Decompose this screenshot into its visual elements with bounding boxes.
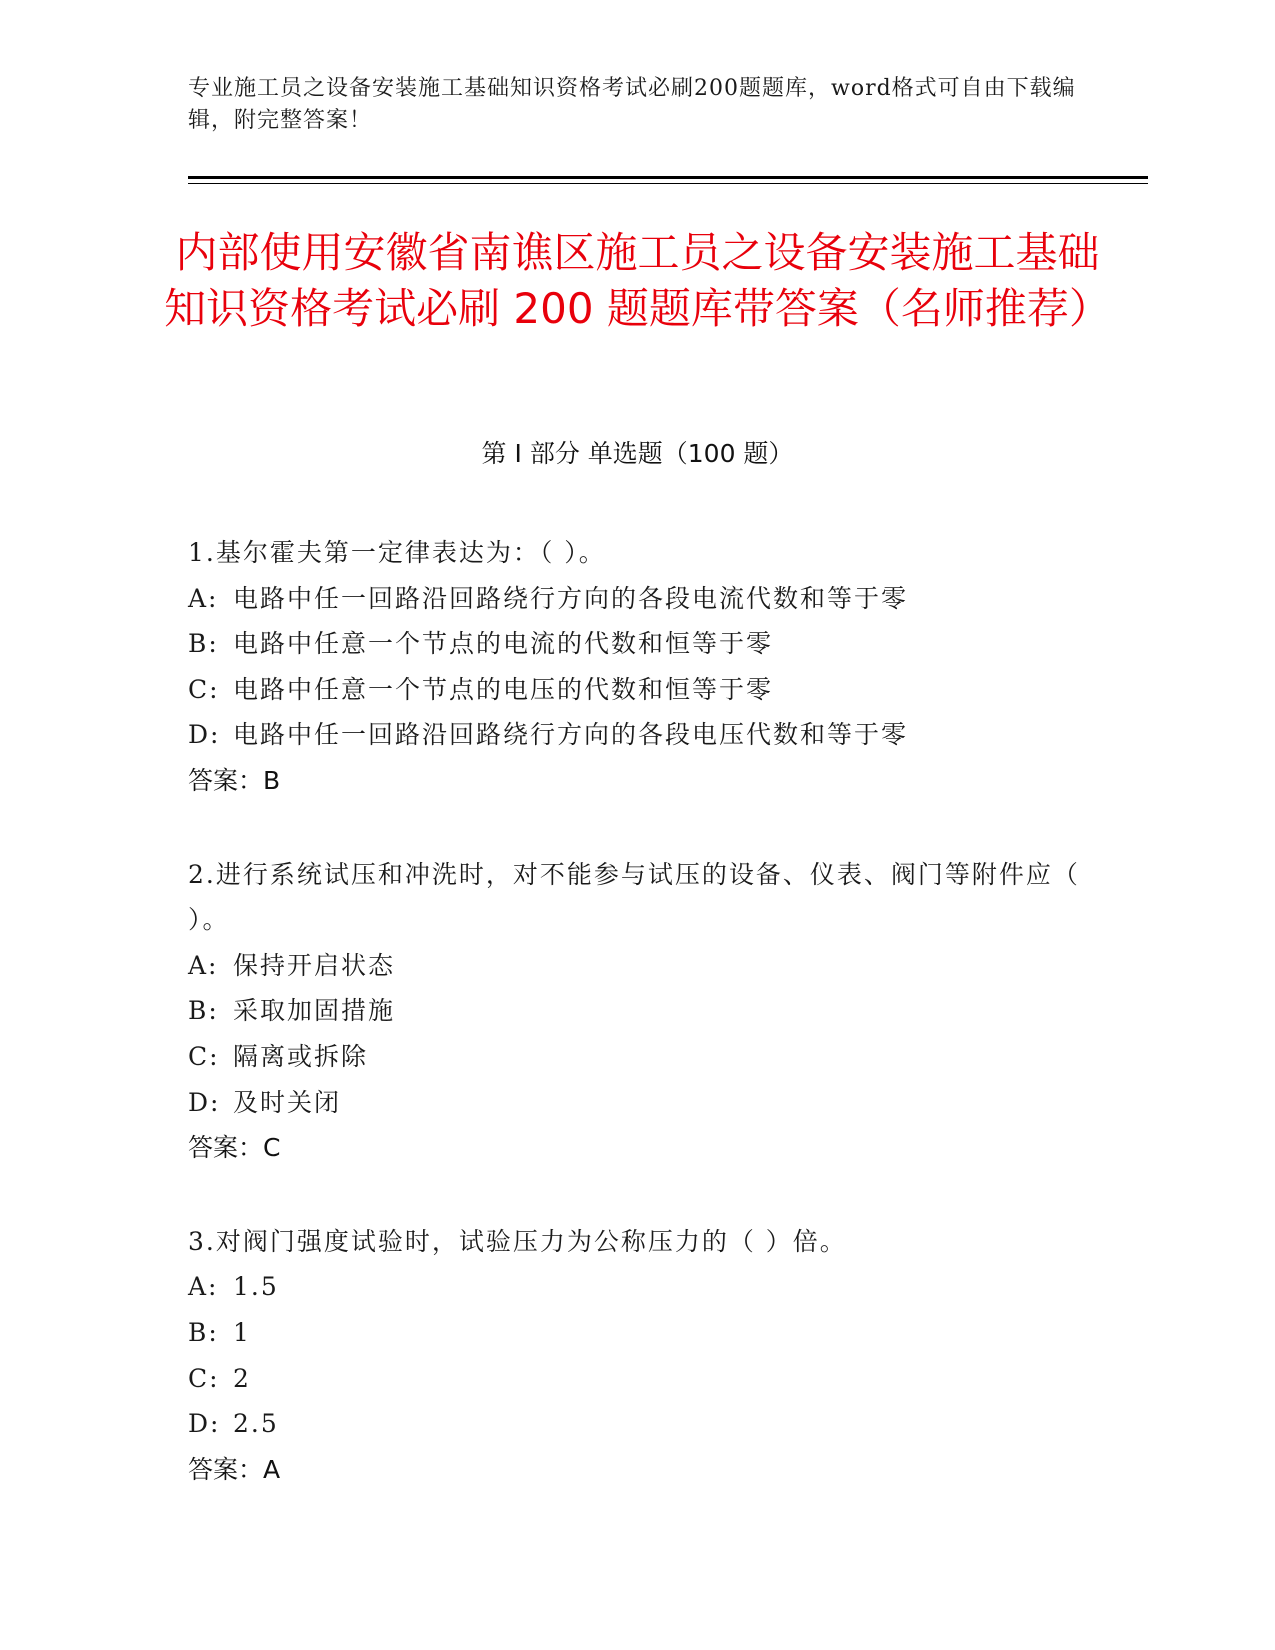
option-d	[188, 1080, 1088, 1126]
option-b	[188, 988, 1088, 1034]
answer-line	[188, 1125, 1088, 1171]
option-text: 2.5	[233, 1409, 279, 1439]
option-a	[188, 943, 1088, 989]
option-letter: A:	[188, 583, 219, 613]
option-b	[188, 1310, 1088, 1356]
option-letter: B:	[188, 996, 219, 1026]
option-letter: C:	[188, 1363, 220, 1393]
answer-line	[188, 758, 1088, 804]
document-title: 内部使用安徽省南谯区施工员之设备安装施工基础知识资格考试必刷 200 题题库带答案（名师推荐）	[164, 228, 1111, 333]
option-text: 隔离或拆除	[233, 1041, 369, 1071]
header-rule-thick	[188, 176, 1148, 179]
option-d	[188, 1401, 1088, 1447]
question-1	[188, 530, 1088, 804]
option-letter: D:	[188, 720, 221, 750]
question-2	[188, 852, 1088, 1171]
option-a	[188, 1264, 1088, 1310]
option-letter: B:	[188, 1317, 219, 1347]
option-text: 1	[233, 1317, 251, 1347]
answer-value: B	[263, 765, 281, 795]
answer-value: C	[263, 1133, 281, 1163]
answer-label: 答案：	[188, 765, 264, 795]
option-text: 2	[233, 1363, 251, 1393]
answer-label: 答案：	[188, 1133, 264, 1163]
answer-value: A	[263, 1454, 281, 1484]
option-text: 电路中任一回路沿回路绕行方向的各段电压代数和等于零	[233, 720, 909, 750]
header-rule-thin	[188, 183, 1148, 184]
section-heading: 第 I 部分 单选题（100 题）	[481, 439, 794, 468]
option-letter: A:	[188, 950, 219, 980]
header-note: 专业施工员之设备安装施工基础知识资格考试必刷200题题库，word格式可自由下载编辑，附完整答案！	[188, 76, 1076, 133]
option-letter: C:	[188, 1041, 220, 1071]
question-3	[188, 1219, 1088, 1493]
option-text: 电路中任意一个节点的电流的代数和恒等于零	[233, 629, 774, 659]
option-text: 1.5	[233, 1272, 279, 1302]
option-letter: B:	[188, 629, 219, 659]
question-stem: 3.对阀门强度试验时，试验压力为公称压力的（ ）倍。	[188, 1226, 847, 1256]
option-text: 及时关闭	[233, 1087, 342, 1117]
question-list	[188, 530, 1088, 1540]
option-letter: D:	[188, 1087, 221, 1117]
option-c	[188, 667, 1088, 713]
option-c	[188, 1034, 1088, 1080]
option-d	[188, 712, 1088, 758]
question-stem: 2.进行系统试压和冲洗时，对不能参与试压的设备、仪表、阀门等附件应（ ）。	[188, 859, 1080, 935]
option-letter: A:	[188, 1272, 219, 1302]
option-text: 采取加固措施	[233, 996, 396, 1026]
option-b	[188, 621, 1088, 667]
option-letter: D:	[188, 1409, 221, 1439]
option-text: 保持开启状态	[233, 950, 396, 980]
option-text: 电路中任意一个节点的电压的代数和恒等于零	[233, 674, 774, 704]
answer-line	[188, 1447, 1088, 1493]
option-c	[188, 1356, 1088, 1402]
answer-label: 答案：	[188, 1454, 264, 1484]
question-stem: 1.基尔霍夫第一定律表达为：（ ）。	[188, 538, 606, 567]
option-letter: C:	[188, 674, 220, 704]
option-text: 电路中任一回路沿回路绕行方向的各段电流代数和等于零	[233, 583, 909, 613]
option-a	[188, 576, 1088, 622]
